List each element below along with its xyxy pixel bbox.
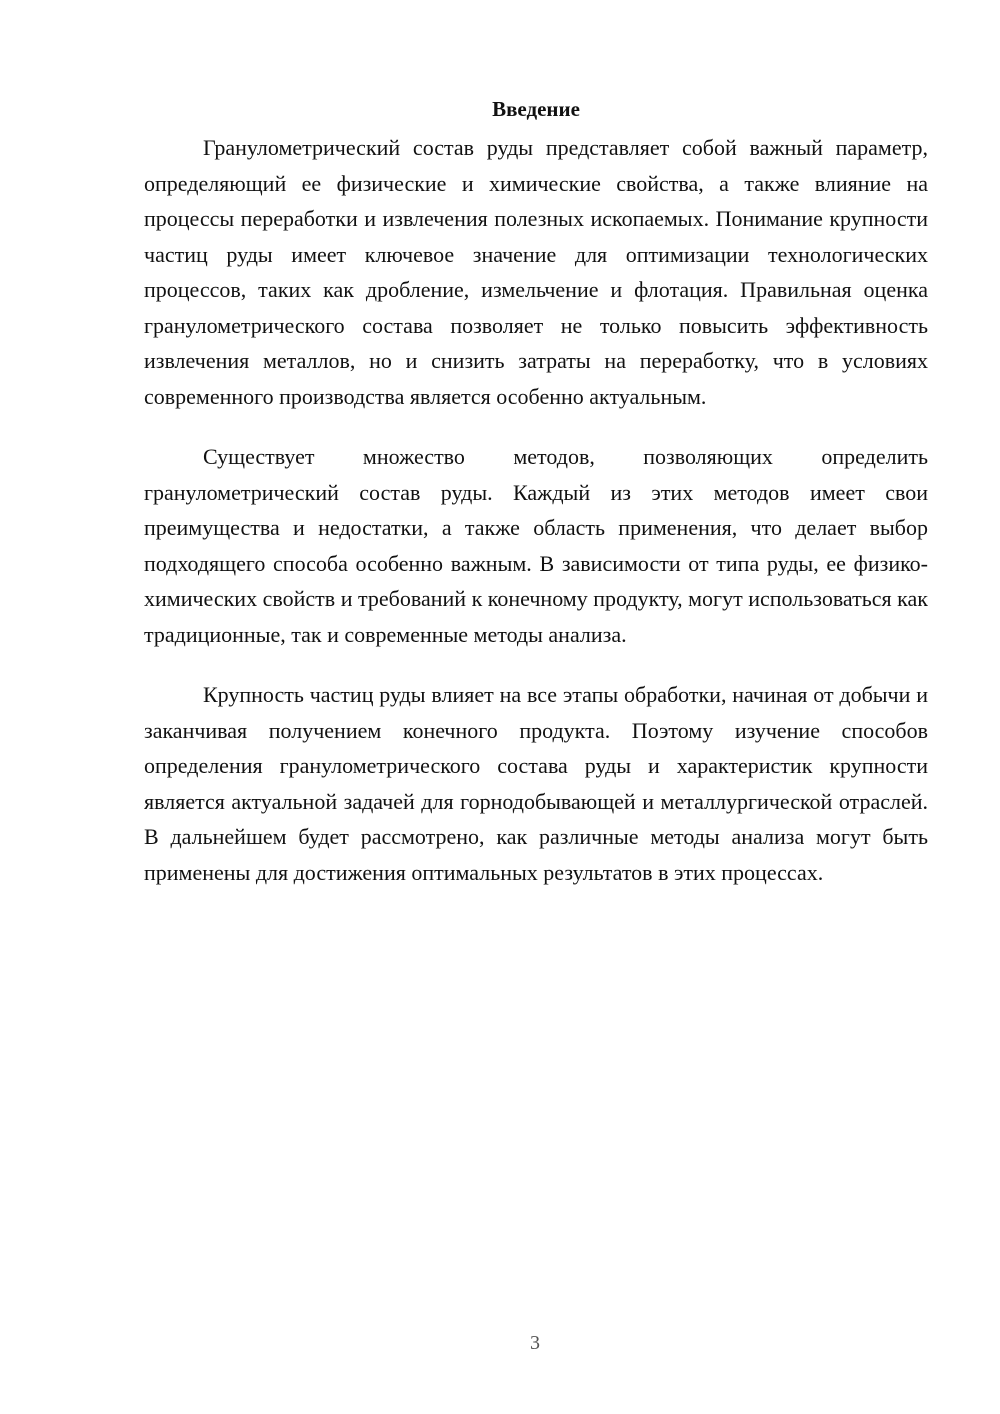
paragraph-1: Гранулометрический состав руды представляет собой важный параметр, определяющий ее физические и химические свойства, а также влияние на процессы переработки и извлечения полезных ископаемых. Понимание крупности частиц руды имеет ключевое значение для оптимизации технологических процессов, таких как дробление, измельчение и флотация. Правильная оценка гранулометрического состава позволяет не только повысить эффективность извлечения металлов, но и снизить затраты на переработку, что в условиях современного производства является особенно актуальным. [144,135,928,409]
page-number: 3 [530,1332,540,1354]
page-content [144,92,928,915]
paragraph-3: Крупность частиц руды влияет на все этапы обработки, начиная от добычи и заканчивая получением конечного продукта. Поэтому изучение способов определения гранулометрического состава руды и характеристик крупности является актуальной задачей для горнодобывающей и металлургической отраслей. В дальнейшем будет рассмотрено, как различные методы анализа могут быть применены для достижения оптимальных результатов в этих процессах. [144,682,928,885]
paragraph-2: Существует множество методов, позволяющих определить гранулометрический состав руды. Каждый из этих методов имеет свои преимущества и недостатки, а также область применения, что делает выбор подходящего способа особенно важным. В зависимости от типа руды, ее физико-химических свойств и требований к конечному продукту, могут использоваться как традиционные, так и современные методы анализа. [144,444,928,647]
section-title: Введение [492,97,580,121]
